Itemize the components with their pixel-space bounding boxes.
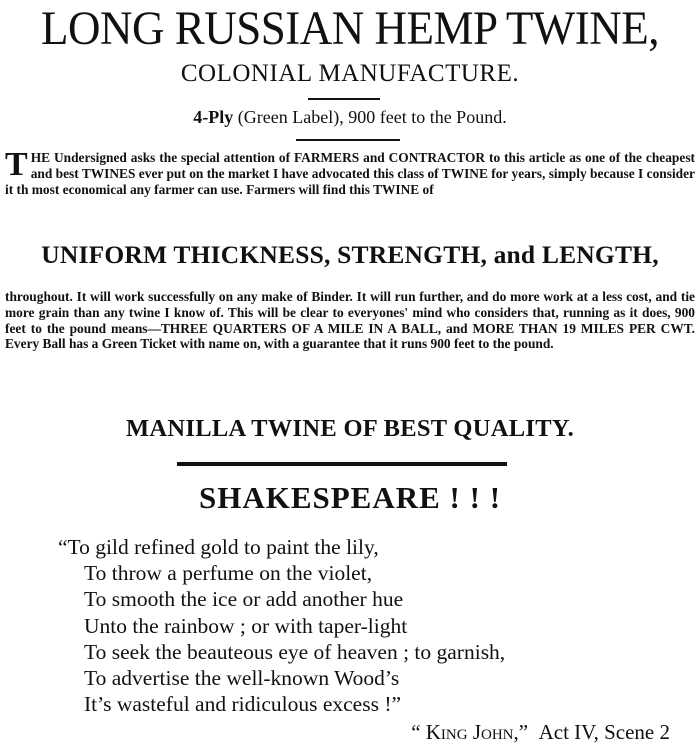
details-paragraph: throughout. It will work successfully on any make of Binder. It will run further, and do more work at a less cost, and tie more grain than any twine I know of. This will be clear to everyones' mind who considers that, running as it does, 900 feet to the pound means—THREE QUARTERS OF A MILE IN A BALL, and MORE THAN 19 MILES PER CWT. Every Ball has a Green Ticket with name on, with a guarantee that it runs 900 feet to the pound. — [5, 289, 695, 352]
attribution-play: “ King John,” — [411, 720, 529, 744]
poem-line: “To gild refined gold to paint the lily, — [58, 535, 379, 559]
subheadline: COLONIAL MANUFACTURE. — [180, 60, 520, 87]
product-spec — [0, 107, 700, 128]
divider-thick — [177, 462, 507, 466]
divider-short-2 — [296, 139, 400, 141]
poem-line: Unto the rainbow ; or with taper-light — [84, 613, 408, 638]
divider-short — [308, 98, 380, 100]
poem-line: To advertise the well-known Wood’s — [84, 666, 400, 691]
shakespeare-heading: SHAKESPEARE ! ! ! — [198, 480, 502, 515]
poem-quotation — [58, 534, 698, 717]
length-per-pound: 900 feet to the Pound. — [348, 107, 507, 127]
poem-line: To throw a perfume on the violet, — [84, 561, 373, 586]
drop-cap: T — [5, 146, 28, 183]
headline: LONG RUSSIAN HEMP TWINE, — [41, 1, 659, 55]
intro-paragraph — [5, 146, 695, 197]
poem-line: To smooth the ice or add another hue — [84, 587, 404, 612]
attribution-act: Act IV, Scene 2 — [538, 720, 670, 744]
poem-line: It’s wasteful and ridiculous excess !” — [84, 692, 402, 717]
intro-text: HE Undersigned asks the special attention of FARMERS and CONTRACTOR to this article as one of the cheapest and best TWINES ever put on the market I have advocated this class of TWINE for years, simply because I consider it th most economical any farmer can use. Farmers will find this TWINE of — [5, 150, 695, 197]
attribution — [0, 720, 670, 745]
green-label-text: (Green Label), — [237, 107, 344, 127]
manilla-heading: MANILLA TWINE OF BEST QUALITY. — [125, 415, 575, 442]
ply-label: 4-Ply — [193, 107, 234, 127]
poem-line: To seek the beauteous eye of heaven ; to garnish, — [84, 639, 506, 664]
feature-heading: UNIFORM THICKNESS, STRENGTH, and LENGTH, — [41, 240, 659, 269]
